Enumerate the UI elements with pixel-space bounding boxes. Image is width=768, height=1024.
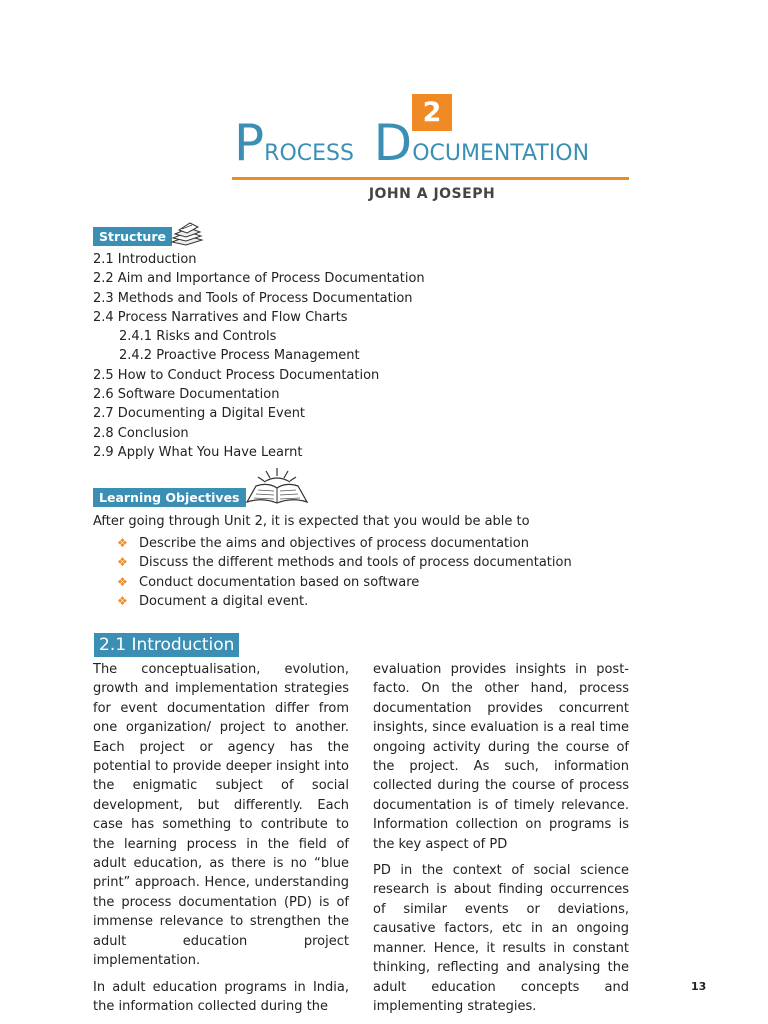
right-column (373, 660, 629, 1023)
section-heading: 2.1 Introduction (94, 633, 239, 657)
diamond-bullet-icon: ❖ (117, 574, 128, 589)
title-word-2: ocumentation (412, 132, 590, 168)
toc-item: 2.7 Documenting a Digital Event (93, 406, 306, 422)
title-initial-1: P (234, 114, 265, 172)
body-paragraph: PD in the context of social science research is about finding occurrences of similar events or deviations, causative factors, etc in an ongoing manner. Hence, it results in constant thinking, reflecting and analysing the adult education concepts and implementing strategies. (373, 863, 629, 1014)
objectives-list (117, 534, 572, 611)
toc-item: 2.6 Software Documentation (93, 387, 280, 403)
title-word-1: rocess (264, 132, 354, 168)
objective-item (117, 573, 572, 592)
chapter-number-badge: 2 (412, 94, 452, 131)
diamond-bullet-icon: ❖ (117, 555, 128, 570)
objective-item (117, 553, 572, 572)
diamond-bullet-icon: ❖ (117, 536, 128, 550)
toc-subitem: 2.4.2 Proactive Process Management (119, 348, 360, 364)
left-column (93, 660, 349, 1023)
structure-label: Structure (93, 227, 172, 246)
structure-list (93, 250, 425, 462)
body-paragraph: The conceptualisation, evolution, growth and implementation strategies for event documentation differ from one organization/ project to another. Each project or agency has the potential to provide deeper insight into the enigmatic subject of social development, but differently. Each case has something to contribute to the learning process in the field of adult education, as there is no “blue print” approach. Hence, understanding the process documentation (PD) is of immense relevance to strengthen the adult education project implementation. (93, 662, 349, 969)
toc-item: 2.1 Introduction (93, 252, 197, 267)
page-number: 13 (691, 980, 707, 993)
title-initial-2: D (373, 114, 413, 172)
objective-item (117, 534, 572, 553)
body-paragraph: In adult education programs in India, the information collected during the (93, 979, 349, 1014)
title-underline (232, 177, 629, 180)
toc-item: 2.9 Apply What You Have Learnt (93, 444, 303, 460)
open-book-icon (244, 466, 310, 506)
objectives-intro: After going through Unit 2, it is expected that you would be able to (93, 514, 530, 529)
toc-subitem: 2.4.1 Risks and Controls (119, 329, 277, 345)
diamond-bullet-icon: ❖ (117, 593, 128, 608)
toc-item: 2.8 Conclusion (93, 425, 189, 441)
toc-item: 2.4 Process Narratives and Flow Charts (93, 309, 348, 325)
author-name: JOHN A JOSEPH (368, 186, 496, 202)
objective-item (117, 592, 572, 611)
toc-item: 2.3 Methods and Tools of Process Documentation (93, 290, 413, 306)
objective-text: Describe the aims and objectives of process documentation (139, 536, 529, 551)
body-paragraph: evaluation provides insights in post-facto. On the other hand, process documentation provides concurrent insights, since evaluation is a real time ongoing activity during the course of the project. As such, information collected during the course of process documentation is of timely relevance. Information collection on programs is the key aspect of PD (373, 662, 629, 852)
chapter-title (234, 114, 630, 172)
learning-objectives-label: Learning Objectives (93, 488, 246, 507)
objective-text: Discuss the different methods and tools of process documentation (139, 555, 572, 571)
objective-text: Conduct documentation based on software (139, 574, 420, 590)
toc-item: 2.2 Aim and Importance of Process Documentation (93, 271, 425, 287)
objective-text: Document a digital event. (139, 593, 309, 609)
toc-item: 2.5 How to Conduct Process Documentation (93, 367, 380, 383)
books-icon (170, 220, 204, 246)
